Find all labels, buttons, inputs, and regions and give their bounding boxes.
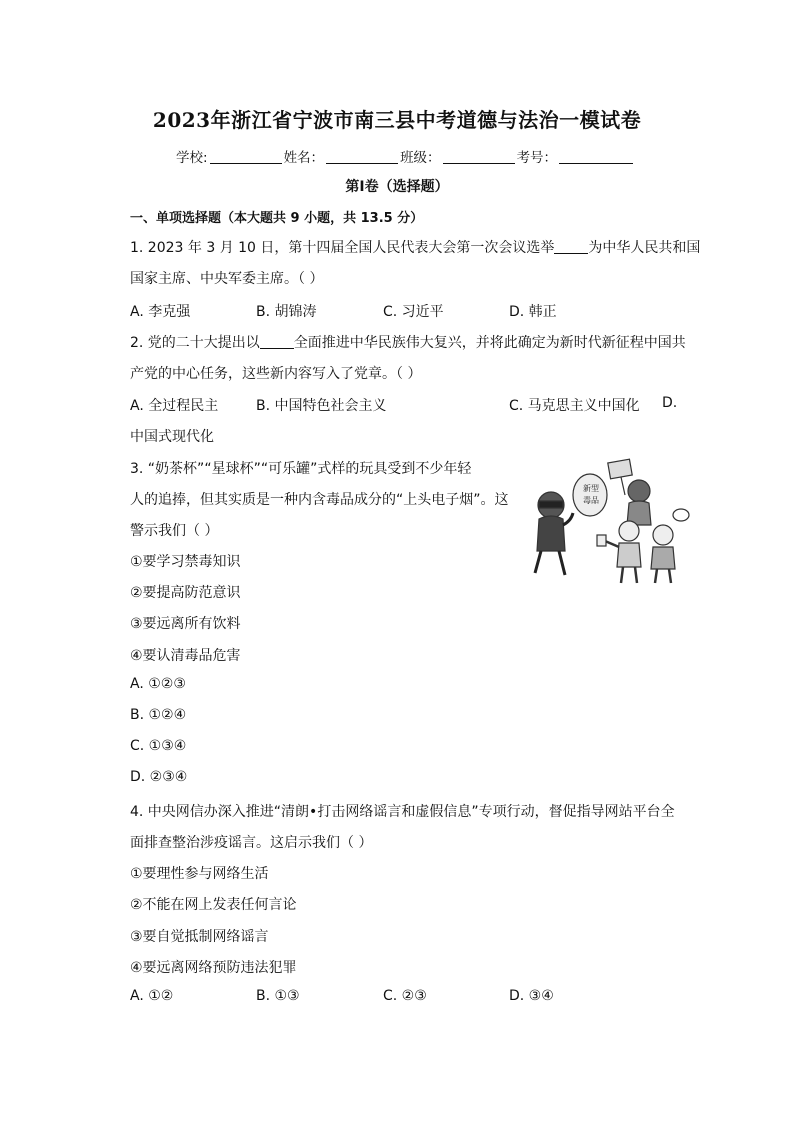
- class-blank[interactable]: [443, 149, 515, 164]
- q1-text-a: 1. 2023 年 3 月 10 日，第十四届全国人民代表大会第一次会议选举: [130, 240, 555, 256]
- sign-text-2: 毒品: [583, 496, 599, 505]
- q4-line2: 面排查整治涉疫谣言。这启示我们（ ）: [130, 835, 373, 851]
- q1-blank: [554, 239, 588, 254]
- q3-option-b[interactable]: B. ①②④: [130, 707, 187, 723]
- second-child-figure: [651, 509, 689, 583]
- q3-line2: 人的追捧，但其实质是一种内含毒品成分的“上头电子烟”。这: [130, 492, 509, 508]
- exam-no-label: 考号：: [516, 150, 558, 166]
- q3-statement-3: ③要远离所有饮料: [130, 616, 241, 632]
- school-blank[interactable]: [210, 149, 282, 164]
- q4-option-a[interactable]: A. ①②: [130, 988, 174, 1004]
- q4-statement-2: ②不能在网上发表任何言论: [130, 897, 297, 913]
- q3-line3: 警示我们（ ）: [130, 523, 219, 539]
- q4-option-d[interactable]: D. ③④: [509, 988, 554, 1004]
- q1-option-a[interactable]: A. 李克强: [130, 304, 191, 320]
- school-label: 学校:: [176, 150, 208, 166]
- masked-drug-dealer-figure: [535, 492, 573, 575]
- q1-line1: [130, 237, 700, 257]
- name-blank[interactable]: [326, 149, 398, 164]
- q4-statement-4: ④要远离网络预防违法犯罪: [130, 960, 297, 976]
- q3-statement-4: ④要认清毒品危害: [130, 648, 241, 664]
- q3-option-a[interactable]: A. ①②③: [130, 676, 186, 692]
- section-title: 第Ⅰ卷（选择题）: [345, 179, 449, 195]
- q1-option-c[interactable]: C. 习近平: [383, 304, 444, 320]
- q3-line1: 3. “奶茶杯”“星球杯”“可乐罐”式样的玩具受到不少年轻: [130, 461, 472, 477]
- q1-option-b[interactable]: B. 胡锦涛: [256, 304, 317, 320]
- exam-no-blank[interactable]: [559, 149, 633, 164]
- q4-statement-3: ③要自觉抵制网络谣言: [130, 929, 269, 945]
- q1-option-d[interactable]: D. 韩正: [509, 304, 557, 320]
- q2-option-b[interactable]: B. 中国特色社会主义: [256, 398, 387, 414]
- q4-option-c[interactable]: C. ②③: [383, 988, 427, 1004]
- q4-option-b[interactable]: B. ①③: [256, 988, 300, 1004]
- q2-line2: 产党的中心任务，这些新内容写入了党章。（ ）: [130, 366, 422, 382]
- q3-option-d[interactable]: D. ②③④: [130, 769, 188, 785]
- q2-option-a[interactable]: A. 全过程民主: [130, 398, 219, 414]
- q2-text-b: 全面推进中华民族伟大复兴，并将此确定为新时代新征程中国共: [293, 335, 686, 351]
- child-figure-refusing: [597, 521, 641, 583]
- q2-option-d[interactable]: D.: [662, 395, 678, 411]
- q1-line2: 国家主席、中央军委主席。（ ）: [130, 271, 324, 287]
- exam-title: 2023年浙江省宁波市南三县中考道德与法治一模试卷: [152, 108, 642, 132]
- q2-option-c[interactable]: C. 马克思主义中国化: [509, 398, 640, 414]
- q4-line1: 4. 中央网信办深入推进“清朗•打击网络谣言和虚假信息”专项行动，督促指导网站平台全: [130, 804, 675, 820]
- q2-option-d-text[interactable]: 中国式现代化: [130, 429, 214, 445]
- q3-statement-1: ①要学习禁毒知识: [130, 554, 241, 570]
- q3-statement-2: ②要提高防范意识: [130, 585, 241, 601]
- q2-blank: [260, 334, 294, 349]
- q1-text-b: 为中华人民共和国: [588, 240, 701, 256]
- name-label: 姓名：: [283, 150, 325, 166]
- class-label: 班级：: [400, 150, 441, 166]
- q4-statement-1: ①要理性参与网络生活: [130, 866, 269, 882]
- anti-drug-cartoon-illustration: [525, 455, 695, 587]
- sign-text-1: 新型: [583, 484, 599, 493]
- figure-holding-sign: [608, 459, 651, 525]
- student-info-row: [176, 146, 635, 166]
- new-drug-sign-bubble: [573, 474, 607, 516]
- part-title: 一、单项选择题（本大题共 9 小题，共 13.5 分）: [130, 211, 424, 226]
- q2-line1: [130, 332, 686, 352]
- q2-text-a: 2. 党的二十大提出以: [130, 335, 260, 351]
- q3-option-c[interactable]: C. ①③④: [130, 738, 187, 754]
